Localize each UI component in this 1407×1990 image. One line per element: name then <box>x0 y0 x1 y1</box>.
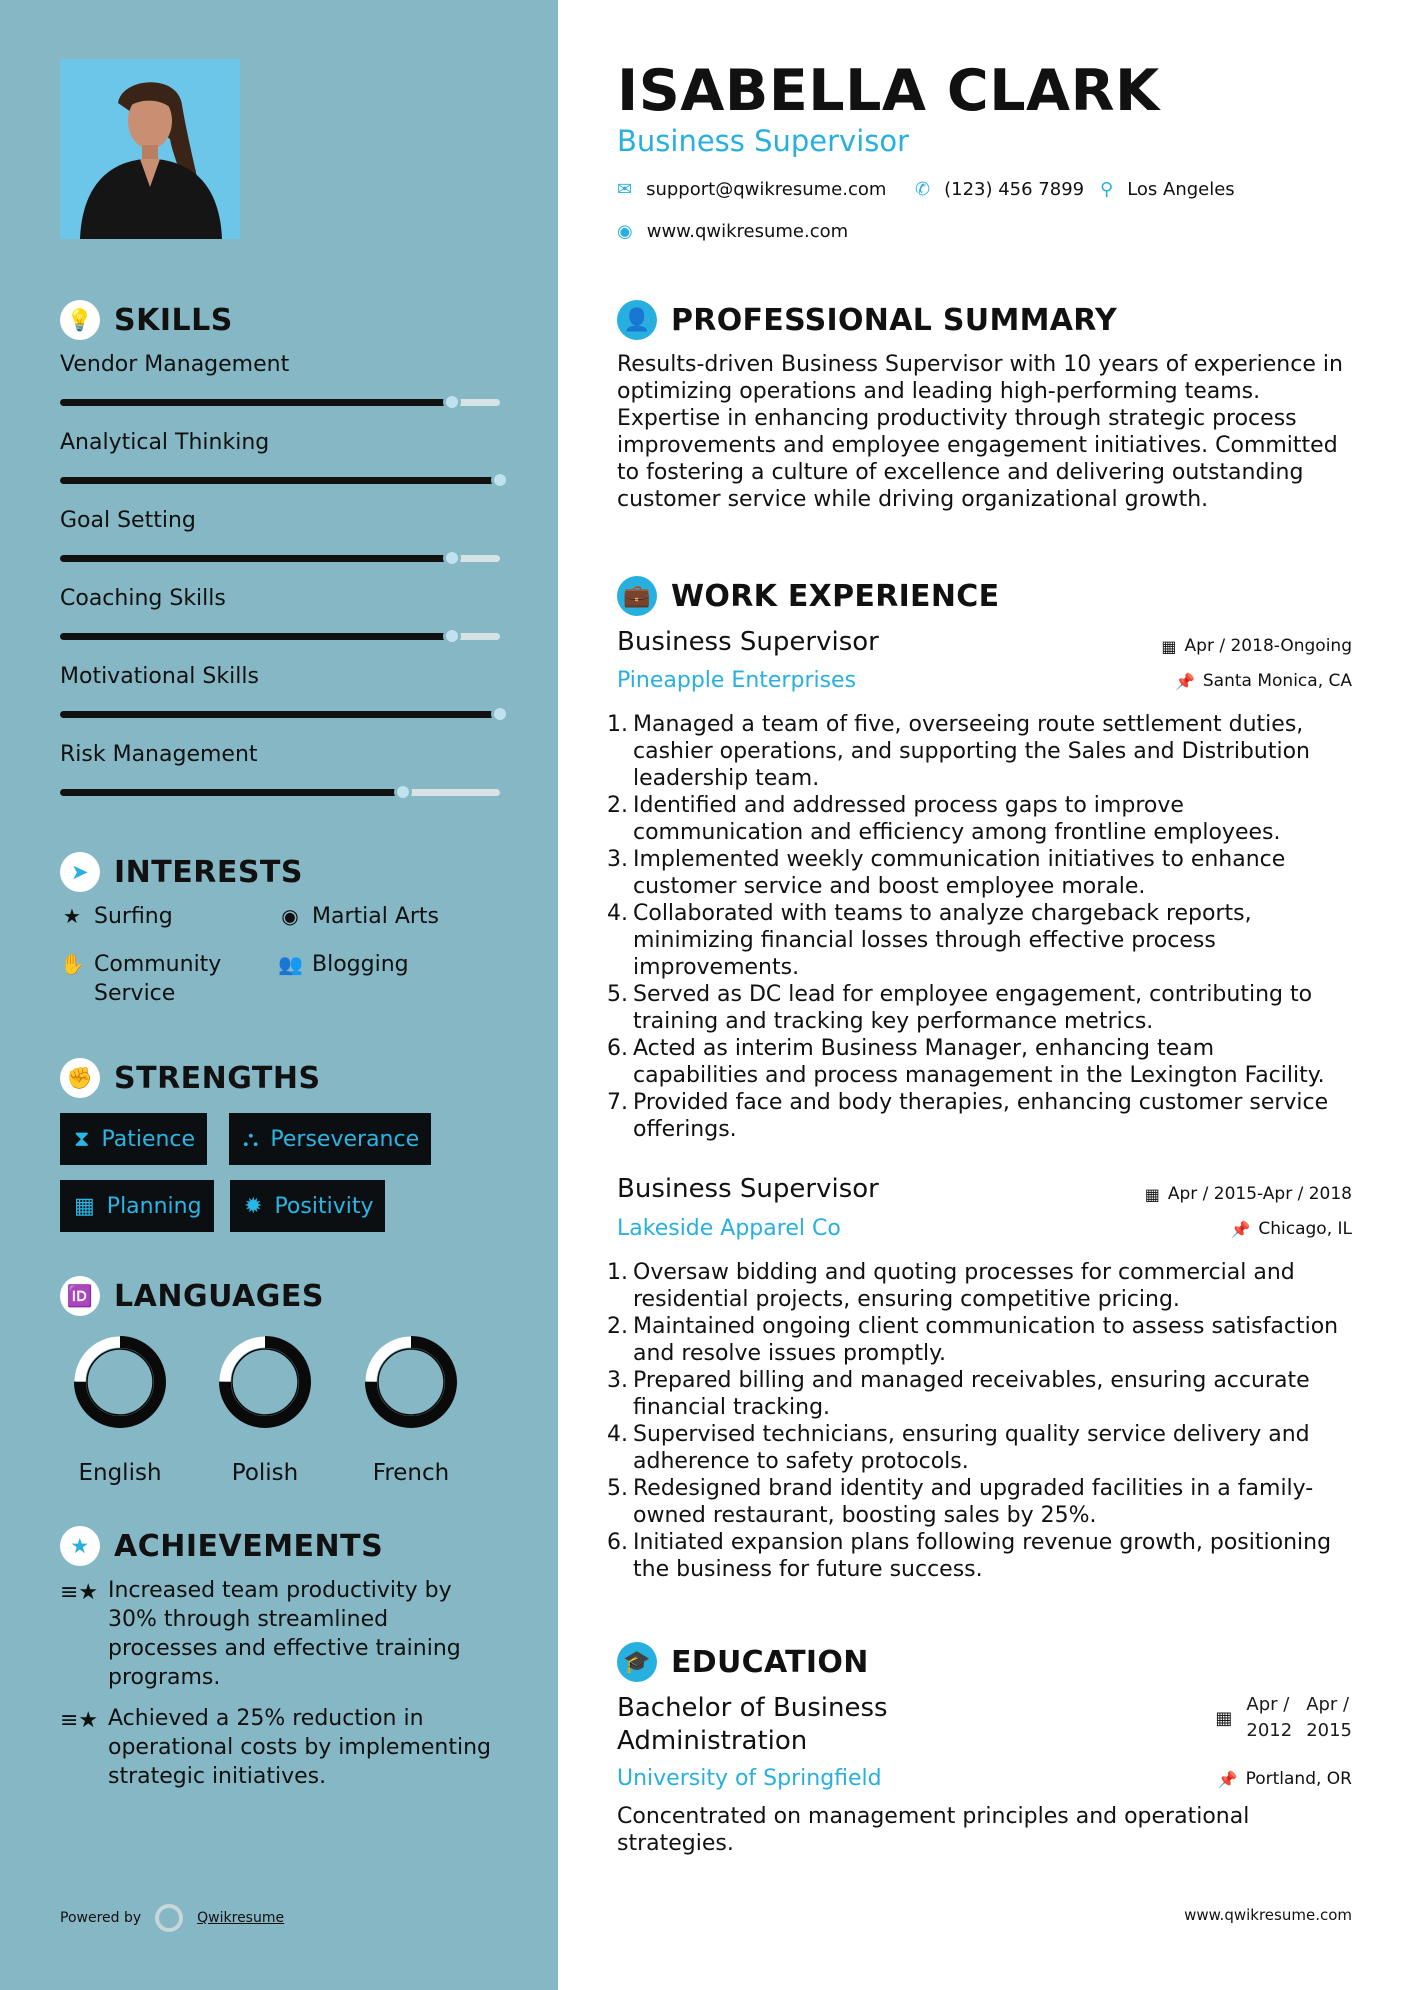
list-number: 1. <box>607 1260 628 1285</box>
job-location-text: Santa Monica, CA <box>1202 671 1352 691</box>
job-title: Business Supervisor <box>617 627 879 657</box>
hand-icon: ✋ <box>60 952 85 976</box>
degree-line-2: Administration <box>617 1726 808 1756</box>
list-number: 3. <box>607 1368 628 1393</box>
job-responsibility-item <box>607 1475 1342 1529</box>
skill-item <box>60 742 500 796</box>
job-responsibility-item <box>607 711 1342 792</box>
job-company: Pineapple Enterprises <box>617 668 857 693</box>
email-text: support@qwikresume.com <box>646 179 887 200</box>
strength-label: Patience <box>101 1126 196 1152</box>
experience-title: WORK EXPERIENCE <box>671 578 1000 614</box>
list-number: 6. <box>607 1530 628 1555</box>
skill-bar-knob <box>443 549 461 567</box>
education-title: EDUCATION <box>671 1644 869 1680</box>
shooting-star-icon: ≡★ <box>60 1580 99 1605</box>
list-number: 7. <box>607 1090 628 1115</box>
education-location-text: Portland, OR <box>1245 1769 1352 1789</box>
graduate-icon: 🎓 <box>617 1642 657 1682</box>
strength-badge-planning <box>60 1180 214 1232</box>
globe-icon: ◉ <box>281 904 299 928</box>
briefcase-icon: 💼 <box>617 576 657 616</box>
strength-label: Perseverance <box>270 1126 420 1152</box>
language-ring-inner <box>232 1349 298 1415</box>
candidate-name: ISABELLA CLARK <box>617 58 1160 124</box>
sidebar <box>0 0 558 1990</box>
education-dates <box>1215 1692 1352 1744</box>
skill-name: Risk Management <box>60 742 258 767</box>
binoculars-icon: ⛬ <box>243 1126 259 1152</box>
interest-item-martial-arts <box>278 902 439 931</box>
job-responsibility-item <box>607 900 1342 981</box>
job-responsibilities <box>607 1259 1342 1583</box>
main-content <box>607 0 1352 1990</box>
skill-bar-fill <box>60 633 452 640</box>
list-number: 5. <box>607 1476 628 1501</box>
summary-heading <box>617 300 1117 340</box>
responsibility-text: Served as DC lead for employee engagement, contributing to training and tracking key performance metrics. <box>633 982 1313 1034</box>
location-text: Los Angeles <box>1127 179 1235 200</box>
strength-label: Planning <box>106 1193 202 1219</box>
education-end-year: 2015 <box>1306 1720 1352 1741</box>
skills-title: SKILLS <box>114 302 233 338</box>
responsibility-text: Maintained ongoing client communication to assess satisfaction and resolve issues promptly. <box>633 1314 1339 1366</box>
interests-title: INTERESTS <box>114 854 303 890</box>
sun-icon: ✹ <box>244 1193 263 1219</box>
language-item <box>200 1332 330 1486</box>
paper-plane-icon: ➤ <box>60 852 100 892</box>
strengths-heading <box>60 1058 321 1098</box>
contact-email[interactable] <box>617 179 886 200</box>
interest-item-surfing <box>60 902 173 931</box>
language-level-ring <box>70 1332 170 1432</box>
summary-text: Results-driven Business Supervisor with 10 years of experience in optimizing operations and leading high-performing teams. Expertise in enhancing productivity through strategic process improvements and employee engagement initiatives. Committed to fostering a culture of excellence and delivering outstanding customer service while driving organizational growth. <box>617 352 1343 512</box>
responsibility-text: Prepared billing and managed receivables, ensuring accurate financial tracking. <box>633 1368 1310 1420</box>
skills-heading <box>60 300 233 340</box>
contact-phone[interactable] <box>915 179 1084 200</box>
language-ring-inner <box>378 1349 444 1415</box>
strength-label: Positivity <box>274 1193 374 1219</box>
id-card-icon: 🆔 <box>60 1276 100 1316</box>
job-responsibility-item <box>607 1367 1342 1421</box>
list-number: 6. <box>607 1036 628 1061</box>
fist-icon: ✊ <box>60 1058 100 1098</box>
interest-label: Surfing <box>94 904 173 929</box>
calendar-icon: ▦ <box>1161 636 1177 656</box>
skill-level-bar <box>60 709 500 718</box>
skill-item <box>60 430 500 484</box>
job-location <box>1175 671 1352 691</box>
powered-by-link[interactable]: Qwikresume <box>197 1910 285 1926</box>
skill-bar-fill <box>60 555 452 562</box>
skill-level-bar <box>60 475 500 484</box>
hourglass-icon: ⧗ <box>74 1126 90 1152</box>
list-number: 4. <box>607 901 628 926</box>
interest-label: Martial Arts <box>312 904 440 929</box>
qwikresume-logo-icon <box>155 1904 183 1932</box>
skill-level-bar <box>60 553 500 562</box>
skill-item <box>60 508 500 562</box>
language-item <box>55 1332 185 1486</box>
degree-name <box>617 1692 888 1758</box>
skill-name: Goal Setting <box>60 508 196 533</box>
list-number: 3. <box>607 847 628 872</box>
job-responsibility-item <box>607 1259 1342 1313</box>
skill-level-bar <box>60 397 500 406</box>
candidate-role: Business Supervisor <box>617 124 910 158</box>
strength-badge-perseverance <box>229 1113 431 1165</box>
achievements-title: ACHIEVEMENTS <box>114 1528 384 1564</box>
powered-by-label: Powered by <box>60 1910 142 1926</box>
job-responsibility-item <box>607 1529 1342 1583</box>
language-name: English <box>78 1460 162 1486</box>
skill-bar-fill <box>60 711 500 718</box>
responsibility-text: Provided face and body therapies, enhancing customer service offerings. <box>633 1090 1329 1142</box>
pushpin-icon: 📌 <box>1230 1219 1251 1239</box>
languages-heading <box>60 1276 324 1316</box>
profile-photo <box>60 59 240 239</box>
skill-name: Analytical Thinking <box>60 430 270 455</box>
language-level-ring <box>215 1332 315 1432</box>
achievement-text: Increased team productivity by 30% through streamlined processes and effective training programs. <box>108 1578 461 1690</box>
contact-location <box>1100 179 1235 200</box>
skill-bar-fill <box>60 399 452 406</box>
job-location <box>1230 1219 1352 1239</box>
skill-bar-fill <box>60 477 500 484</box>
education-end <box>1306 1692 1352 1744</box>
calendar-icon: ▦ <box>1215 1708 1233 1729</box>
skill-level-bar <box>60 631 500 640</box>
language-name: Polish <box>231 1460 299 1486</box>
list-number: 5. <box>607 982 628 1007</box>
responsibility-text: Implemented weekly communication initiatives to enhance customer service and boost employee morale. <box>633 847 1286 899</box>
strengths-title: STRENGTHS <box>114 1060 321 1096</box>
responsibility-text: Initiated expansion plans following revenue growth, positioning the business for future success. <box>633 1530 1332 1582</box>
interests-heading <box>60 852 303 892</box>
interest-label: Blogging <box>312 952 409 977</box>
job-dates <box>1145 1184 1352 1204</box>
education-end-month: Apr / <box>1306 1694 1350 1715</box>
job-dates <box>1161 636 1352 656</box>
map-pin-icon: ⚲ <box>1100 179 1114 200</box>
language-level-ring <box>361 1332 461 1432</box>
calendar-icon: ▦ <box>1144 1184 1160 1204</box>
job-location-text: Chicago, IL <box>1258 1219 1352 1239</box>
experience-heading <box>617 576 999 616</box>
skill-bar-knob <box>394 783 412 801</box>
calendar-icon: ▦ <box>74 1193 95 1219</box>
skill-name: Coaching Skills <box>60 586 226 611</box>
footer-url[interactable]: www.qwikresume.com <box>1184 1906 1352 1924</box>
skill-bar-knob <box>443 627 461 645</box>
responsibility-text: Oversaw bidding and quoting processes for commercial and residential projects, ensuring competitive pricing. <box>633 1260 1295 1312</box>
language-ring-inner <box>87 1349 153 1415</box>
job-responsibility-item <box>607 981 1342 1035</box>
responsibility-text: Acted as interim Business Manager, enhancing team capabilities and process management in the Lexington Facility. <box>633 1036 1325 1088</box>
education-description: Concentrated on management principles and operational strategies. <box>617 1804 1250 1856</box>
skill-bar-knob <box>491 471 509 489</box>
education-heading <box>617 1642 869 1682</box>
contact-website[interactable] <box>617 221 848 242</box>
responsibility-text: Collaborated with teams to analyze chargeback reports, minimizing financial losses through effective process improvements. <box>633 901 1252 980</box>
interest-item-blogging <box>278 950 409 979</box>
job-responsibility-item <box>607 1089 1342 1143</box>
website-text: www.qwikresume.com <box>646 221 849 242</box>
job-responsibility-item <box>607 1313 1342 1367</box>
envelope-icon: ✉ <box>617 179 633 200</box>
job-dates-text: Apr / 2018-Ongoing <box>1184 636 1352 656</box>
globe-icon: ◉ <box>617 221 633 242</box>
achievement-item <box>60 1704 500 1791</box>
strength-badge-patience <box>60 1113 207 1165</box>
skill-bar-knob <box>443 393 461 411</box>
pushpin-icon: 📌 <box>1174 671 1195 691</box>
job-responsibility-item <box>607 1035 1342 1089</box>
language-name: French <box>372 1460 450 1486</box>
lightbulb-icon: 💡 <box>60 300 100 340</box>
list-number: 2. <box>607 1314 628 1339</box>
skill-name: Motivational Skills <box>60 664 259 689</box>
list-number: 4. <box>607 1422 628 1447</box>
pushpin-icon: 📌 <box>1217 1769 1238 1789</box>
education-start-year: 2012 <box>1246 1720 1293 1741</box>
achievement-text: Achieved a 25% reduction in operational costs by implementing strategic initiatives. <box>108 1706 492 1789</box>
skill-item <box>60 664 500 718</box>
list-number: 2. <box>607 793 628 818</box>
star-icon: ★ <box>63 904 81 928</box>
job-title: Business Supervisor <box>617 1174 879 1204</box>
skill-level-bar <box>60 787 500 796</box>
achievement-item <box>60 1576 500 1692</box>
users-icon: 👥 <box>278 952 303 976</box>
responsibility-text: Managed a team of five, overseeing route settlement duties, cashier operations, and supporting the Sales and Distribution leadership team. <box>633 712 1310 791</box>
job-company: Lakeside Apparel Co <box>617 1216 841 1241</box>
degree-line-1: Bachelor of Business <box>617 1693 888 1723</box>
responsibility-text: Redesigned brand identity and upgraded facilities in a family-owned restaurant, boosting sales by 25%. <box>633 1476 1314 1528</box>
skill-bar-knob <box>491 705 509 723</box>
skill-item <box>60 586 500 640</box>
job-responsibility-item <box>607 792 1342 846</box>
job-responsibility-item <box>607 1421 1342 1475</box>
interest-item-community-service <box>60 950 260 1008</box>
language-item <box>346 1332 476 1486</box>
shooting-star-icon: ≡★ <box>60 1708 99 1733</box>
summary-title: PROFESSIONAL SUMMARY <box>671 302 1118 338</box>
interest-label: Community Service <box>94 952 222 1006</box>
skill-name: Vendor Management <box>60 352 290 377</box>
powered-by <box>60 1904 284 1932</box>
responsibility-text: Supervised technicians, ensuring quality service delivery and adherence to safety protocols. <box>633 1422 1310 1474</box>
job-responsibility-item <box>607 846 1342 900</box>
user-icon: 👤 <box>617 300 657 340</box>
job-dates-text: Apr / 2015-Apr / 2018 <box>1167 1184 1352 1204</box>
phone-icon: ✆ <box>915 179 931 200</box>
achievements-heading <box>60 1526 383 1566</box>
education-start <box>1246 1692 1292 1744</box>
languages-title: LANGUAGES <box>114 1278 324 1314</box>
responsibility-text: Identified and addressed process gaps to improve communication and efficiency among frontline employees. <box>633 793 1281 845</box>
education-start-month: Apr / <box>1246 1694 1290 1715</box>
skill-bar-fill <box>60 789 403 796</box>
phone-text: (123) 456 7899 <box>944 179 1085 200</box>
list-number: 1. <box>607 712 628 737</box>
strength-badge-positivity <box>230 1180 385 1232</box>
education-location <box>1218 1769 1352 1789</box>
school-name: University of Springfield <box>617 1766 882 1791</box>
job-responsibilities <box>607 711 1342 1143</box>
skill-item <box>60 352 500 406</box>
star-badge-icon: ★ <box>60 1526 100 1566</box>
